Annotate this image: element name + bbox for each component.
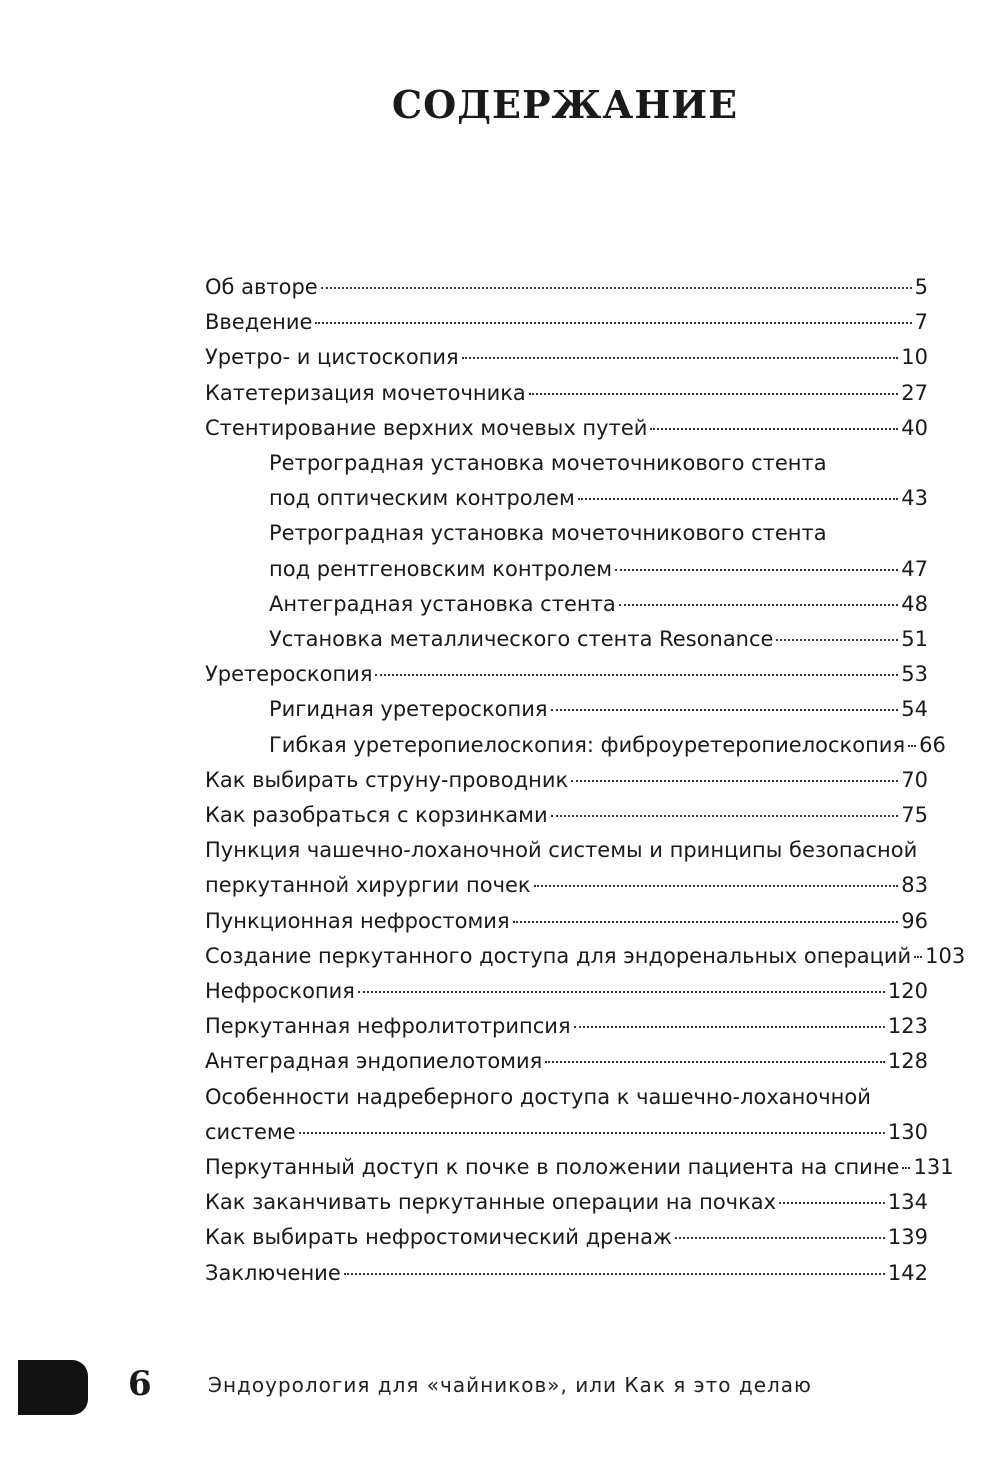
toc-subentry[interactable] [205, 516, 928, 586]
toc-entry[interactable] [205, 340, 928, 375]
toc-entry-title: под рентгеновским контролем [269, 556, 613, 581]
toc-entry-title: Об авторе [205, 275, 318, 299]
toc-entry-title: Как выбирать нефростомический дренаж [205, 1225, 672, 1250]
toc-entry-title: Установка металлического стента Resonance [269, 627, 774, 652]
dot-leader [375, 674, 898, 676]
toc-entry-page: 131 [913, 1155, 954, 1180]
toc-entry-page: 7 [914, 310, 928, 335]
toc-entry-title: Ригидная уретероскопия [269, 697, 548, 722]
toc-entry-title-lead: Пункция чашечно-лоханочной системы и принципы безопасной [205, 838, 918, 863]
toc-entry[interactable] [205, 763, 928, 798]
toc-entry-title: Стентирование верхних мочевых путей [205, 415, 648, 440]
toc-entry[interactable] [205, 904, 928, 939]
toc-entry-title: Гибкая уретеропиелоскопия: фиброуретеропиелоскопия [269, 732, 906, 757]
dot-leader [462, 357, 899, 359]
toc-subentry[interactable] [205, 587, 928, 622]
toc-entry-title: Перкутанный доступ к почке в положении пациента на спине [205, 1155, 900, 1180]
toc-subentry[interactable] [205, 728, 946, 763]
dot-leader [578, 498, 898, 500]
toc-entry[interactable] [205, 270, 928, 305]
table-of-contents [205, 270, 966, 1291]
toc-entry[interactable] [205, 376, 928, 411]
toc-entry[interactable] [205, 974, 928, 1009]
toc-entry-title: Перкутанная нефролитотрипсия [205, 1014, 571, 1039]
dot-leader [619, 604, 899, 606]
toc-entry-title-lead: Особенности надреберного доступа к чашечно-лоханочной [205, 1084, 871, 1109]
toc-entry-page: 43 [901, 486, 928, 511]
toc-entry[interactable] [205, 1009, 928, 1044]
toc-entry[interactable] [205, 411, 928, 446]
toc-entry-title: системе [205, 1119, 296, 1144]
toc-entry-page: 123 [887, 1014, 928, 1039]
toc-entry[interactable] [205, 1185, 928, 1220]
toc-entry[interactable] [205, 1220, 928, 1255]
toc-entry[interactable] [205, 1256, 928, 1291]
toc-entry-page: 75 [901, 803, 928, 828]
toc-entry-title-lead: Ретроградная установка мочеточникового стента [269, 451, 827, 476]
toc-entry-page: 5 [914, 275, 928, 299]
dot-leader [529, 393, 898, 395]
toc-entry-page: 70 [901, 767, 928, 792]
toc-entry-page: 66 [919, 732, 946, 757]
toc-entry[interactable] [205, 798, 928, 833]
dot-leader [902, 1167, 910, 1169]
dot-leader [675, 1237, 885, 1239]
dot-leader [315, 322, 911, 324]
toc-entry-title: Уретро- и цистоскопия [205, 345, 459, 370]
footer-tab-marker [18, 1360, 88, 1415]
toc-entry-page: 139 [887, 1225, 928, 1250]
toc-subentry[interactable] [205, 622, 928, 657]
dot-leader [908, 745, 916, 747]
dot-leader [534, 885, 899, 887]
toc-entry-title: Пункционная нефростомия [205, 908, 510, 933]
toc-entry-page: 83 [901, 873, 928, 898]
dot-leader [321, 287, 912, 289]
footer-book-title: Эндоурология для «чайников», или Как я это делаю [208, 1373, 812, 1397]
toc-entry-page: 134 [887, 1190, 928, 1215]
dot-leader [545, 1061, 885, 1063]
page-title: СОДЕРЖАНИЕ [391, 82, 739, 127]
toc-entry-page: 54 [901, 697, 928, 722]
toc-entry-page: 103 [925, 943, 966, 968]
dot-leader [650, 428, 898, 430]
toc-entry-title: Заключение [205, 1260, 341, 1285]
toc-subentry[interactable] [205, 692, 928, 727]
toc-entry-page: 47 [901, 556, 928, 581]
toc-entry-title: Антеградная эндопиелотомия [205, 1049, 543, 1074]
toc-entry[interactable] [205, 657, 928, 692]
toc-entry-title: Как заканчивать перкутанные операции на почках [205, 1190, 777, 1215]
toc-entry-page: 128 [887, 1049, 928, 1074]
dot-leader [776, 639, 898, 641]
toc-entry-title: под оптическим контролем [269, 486, 575, 511]
toc-entry-title: Введение [205, 310, 313, 335]
dot-leader [571, 780, 898, 782]
dot-leader [513, 921, 899, 923]
toc-entry-page: 53 [901, 662, 928, 687]
toc-entry[interactable] [205, 305, 928, 340]
toc-entry-page: 130 [887, 1119, 928, 1144]
toc-entry-page: 142 [887, 1260, 928, 1285]
toc-entry-page: 40 [901, 415, 928, 440]
dot-leader [779, 1202, 885, 1204]
toc-entry-page: 120 [887, 979, 928, 1004]
toc-entry-title: Антеградная установка стента [269, 591, 616, 616]
toc-entry-title: Как выбирать струну-проводник [205, 767, 569, 792]
dot-leader [344, 1273, 885, 1275]
dot-leader [914, 956, 922, 958]
toc-entry[interactable] [205, 833, 928, 903]
toc-entry[interactable] [205, 1080, 928, 1150]
toc-entry-title: Катетеризация мочеточника [205, 380, 526, 405]
dot-leader [358, 991, 885, 993]
toc-entry-title: Создание перкутанного доступа для эндоренальных операций [205, 943, 912, 968]
toc-entry-title: Как разобраться с корзинками [205, 803, 548, 828]
toc-subentry[interactable] [205, 446, 928, 516]
toc-entry-title: Уретероскопия [205, 662, 373, 687]
toc-entry-title: Нефроскопия [205, 979, 355, 1004]
dot-leader [615, 569, 898, 571]
toc-entry-page: 51 [901, 627, 928, 652]
toc-entry-page: 96 [901, 908, 928, 933]
dot-leader [299, 1132, 885, 1134]
toc-entry[interactable] [205, 1150, 954, 1185]
toc-entry-page: 10 [901, 345, 928, 370]
toc-entry-title: перкутанной хирургии почек [205, 873, 531, 898]
toc-entry[interactable] [205, 1044, 928, 1079]
toc-entry[interactable] [205, 939, 966, 974]
footer-page-number: 6 [128, 1364, 152, 1404]
toc-entry-page: 48 [901, 591, 928, 616]
toc-entry-title-lead: Ретроградная установка мочеточникового стента [269, 521, 827, 546]
dot-leader [551, 709, 899, 711]
toc-entry-page: 27 [901, 380, 928, 405]
dot-leader [574, 1026, 885, 1028]
dot-leader [551, 815, 899, 817]
